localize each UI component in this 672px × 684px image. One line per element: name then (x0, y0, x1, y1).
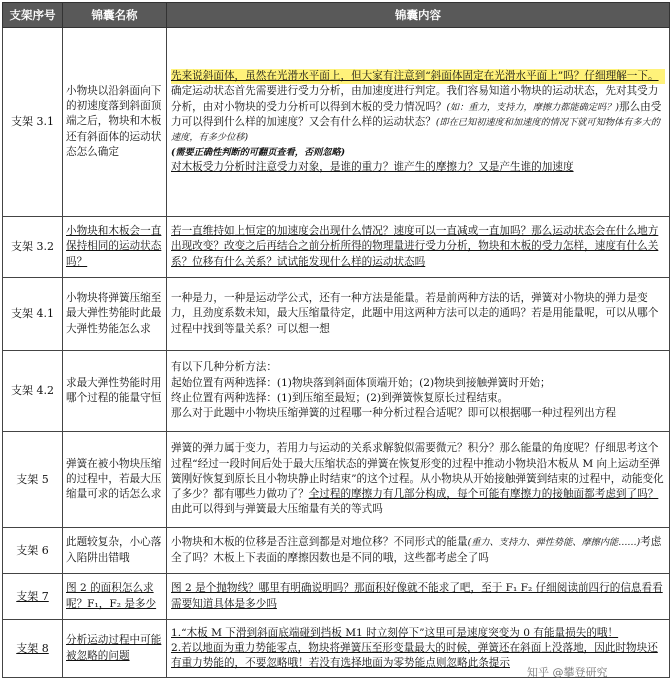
scaffold-id: 支架 8 (3, 620, 63, 678)
table-row (3, 432, 670, 528)
tip-note: (如：重力，支持力，摩擦力都能确定吗？) (446, 101, 619, 113)
scaffold-id: 支架 7 (3, 574, 63, 620)
tip-name: 小物块以沿斜面向下的初速度落到斜面顶端之后，物块和木板还有斜面体的运动状态怎么确定 (63, 28, 167, 217)
scaffold-table (2, 2, 670, 678)
tip-line: 起始位置有两种选择：(1)物块落到斜面体顶端开始；(2)物块到接触弹簧时开始； (171, 376, 551, 389)
table-row (3, 574, 670, 620)
tip-content (167, 351, 670, 432)
tip-content: 一种是力，一种是运动学公式，还有一种方法是能量。若是前两种方法的话，弹簧对小物块的弹力是变力，且劲度系数未知，最大压缩量待定，此题中用这两种方法可以走的通吗？若是用能量呢，可以从哪个过程中找到等量关系？可以想一想 (167, 278, 670, 351)
table-row (3, 528, 670, 574)
watermark: 知乎 @攀登研究 (527, 666, 608, 679)
scaffold-id: 支架 4.2 (3, 351, 63, 432)
tip-name: 此题较复杂，小心落入陷阱出错哦 (63, 528, 167, 574)
tip-content: 小物块和木板的位移是否注意到都是对地位移？不同形式的能量(重力、支持力、弹性势能、摩擦内能……)考虑全了吗？木板上下表面的摩擦因数也是不同的哦，这些都考虑全了吗 (167, 528, 670, 574)
header-tip-content: 锦囊内容 (167, 3, 670, 28)
tip-paragraph: 先来说斜面体，虽然在光滑水平面上，但大家有注意到“斜面体固定在光滑水平面上”吗？仔细理解一下。 (171, 69, 665, 84)
scaffold-id: 支架 5 (3, 432, 63, 528)
tip-highlight: 全过程的摩擦力有几部分构成，每个可能有摩擦力的接触面都考虑到了吗？ (308, 488, 659, 501)
table-row (3, 28, 670, 217)
header-tip-name: 锦囊名称 (63, 3, 167, 28)
tip-name: 小物块将弹簧压缩至最大弹性势能时此最大弹性势能怎么求 (63, 278, 167, 351)
scaffold-id: 支架 6 (3, 528, 63, 574)
tip-content: 图 2 是个抛物线？哪里有明确说明吗？那面积好像就不能求了吧，至于 F₁ F₂ 仔细阅读前四行的信息看看需要知道具体是多少吗 (167, 574, 670, 620)
scaffold-id: 支架 4.1 (3, 278, 63, 351)
tip-note: (即在已知初速度和加速度的情况下就可知物体有多大的速度，有多少位移) (171, 117, 660, 144)
tip-name: 图 2 的面积怎么求呢？F₁，F₂ 是多少 (63, 574, 167, 620)
scaffold-id: 支架 3.1 (3, 28, 63, 217)
tip-name: 小物块和木板会一直保持相同的运动状态吗？ (63, 217, 167, 278)
tip-name: 弹簧在被小物块压缩的过程中，若最大压缩量可求的话怎么求 (63, 432, 167, 528)
tip-content: 弹簧的弹力属于变力，若用力与运动的关系求解貌似需要微元？积分？那么能量的角度呢？仔细思考这个过程“经过一段时间后处于最大压缩状态的弹簧在恢复形变的过程中推动小物块沿木板从 M 向上运动至弹簧刚好恢复到原长且小物块静止时结束”的这个过程。从小物块从开始接触弹簧到结束的过程中，动能变化了多少？都有哪些力做功了？全过程的摩擦力有几部分构成，每个可能有摩擦力的接触面都考虑到了吗？由此可以得到与弹簧最大压缩量有关的等式吗 (167, 432, 670, 528)
table-row (3, 217, 670, 278)
tip-line: 有以下几种分析方法： (171, 361, 277, 374)
tip-name: 求最大弹性势能时用哪个过程的能量守恒 (63, 351, 167, 432)
tip-content (167, 28, 670, 217)
table-row (3, 351, 670, 432)
tip-paragraph: 确定运动状态首先需要进行受力分析，由加速度进行判定。我们容易知道小物块的运动状态，先对其受力分析，由对小物块的受力分析可以得到木板的受力情况吗？(如：重力，支持力，摩擦力都能确定吗？)那么由受力可以得到什么样的加速度？又会有什么样的运动状态？(即在已知初速度和加速度的情况下就可知物体有多大的速度，有多少位移) (171, 85, 662, 144)
tip-line: 终止位置有两种选择：(1)到压缩至最短；(2)到弹簧恢复原长过程结束。 (171, 392, 509, 404)
tip-line: 2.若以地面为重力势能零点，物块将弹簧压至形变量最大的时候，弹簧还在斜面上没落地，因此时物块还有重力势能的，不要忽略哦！若没有选择地面为零势能点则忽略此条提示 (171, 641, 658, 670)
header-scaffold-id: 支架序号 (3, 3, 63, 28)
tip-line: 那么对于此题中小物块压缩弹簧的过程哪一种分析过程合适呢？即可以根据哪一种过程列出方程 (171, 407, 616, 420)
tip-note: (需要正确性判断的可翻页查看，否则忽略) (171, 146, 346, 158)
tip-line: 1.“木板 M 下滑到斜面底端碰到挡板 M1 时立刻停下”这里可是速度突变为 0 有能量损失的哦！ (171, 626, 619, 639)
table-row (3, 278, 670, 351)
tip-paragraph: 对木板受力分析时注意受力对象，是谁的重力？谁产生的摩擦力？又是产生谁的加速度 (171, 160, 574, 173)
tip-name: 分析运动过程中可能被忽略的问题 (63, 620, 167, 678)
table-header-row (3, 3, 670, 28)
tip-content: 若一直维持如上恒定的加速度会出现什么情况？速度可以一直减或一直加吗？那么运动状态会在什么地方出现改变？改变之后再结合之前分析所得的物理量进行受力分析，物块和木板的受力怎样，速度有什么关系？位移有什么关系？试试能发现什么样的运动状态吗 (167, 217, 670, 278)
scaffold-id: 支架 3.2 (3, 217, 63, 278)
tip-note: (重力、支持力、弹性势能、摩擦内能……) (467, 537, 641, 549)
